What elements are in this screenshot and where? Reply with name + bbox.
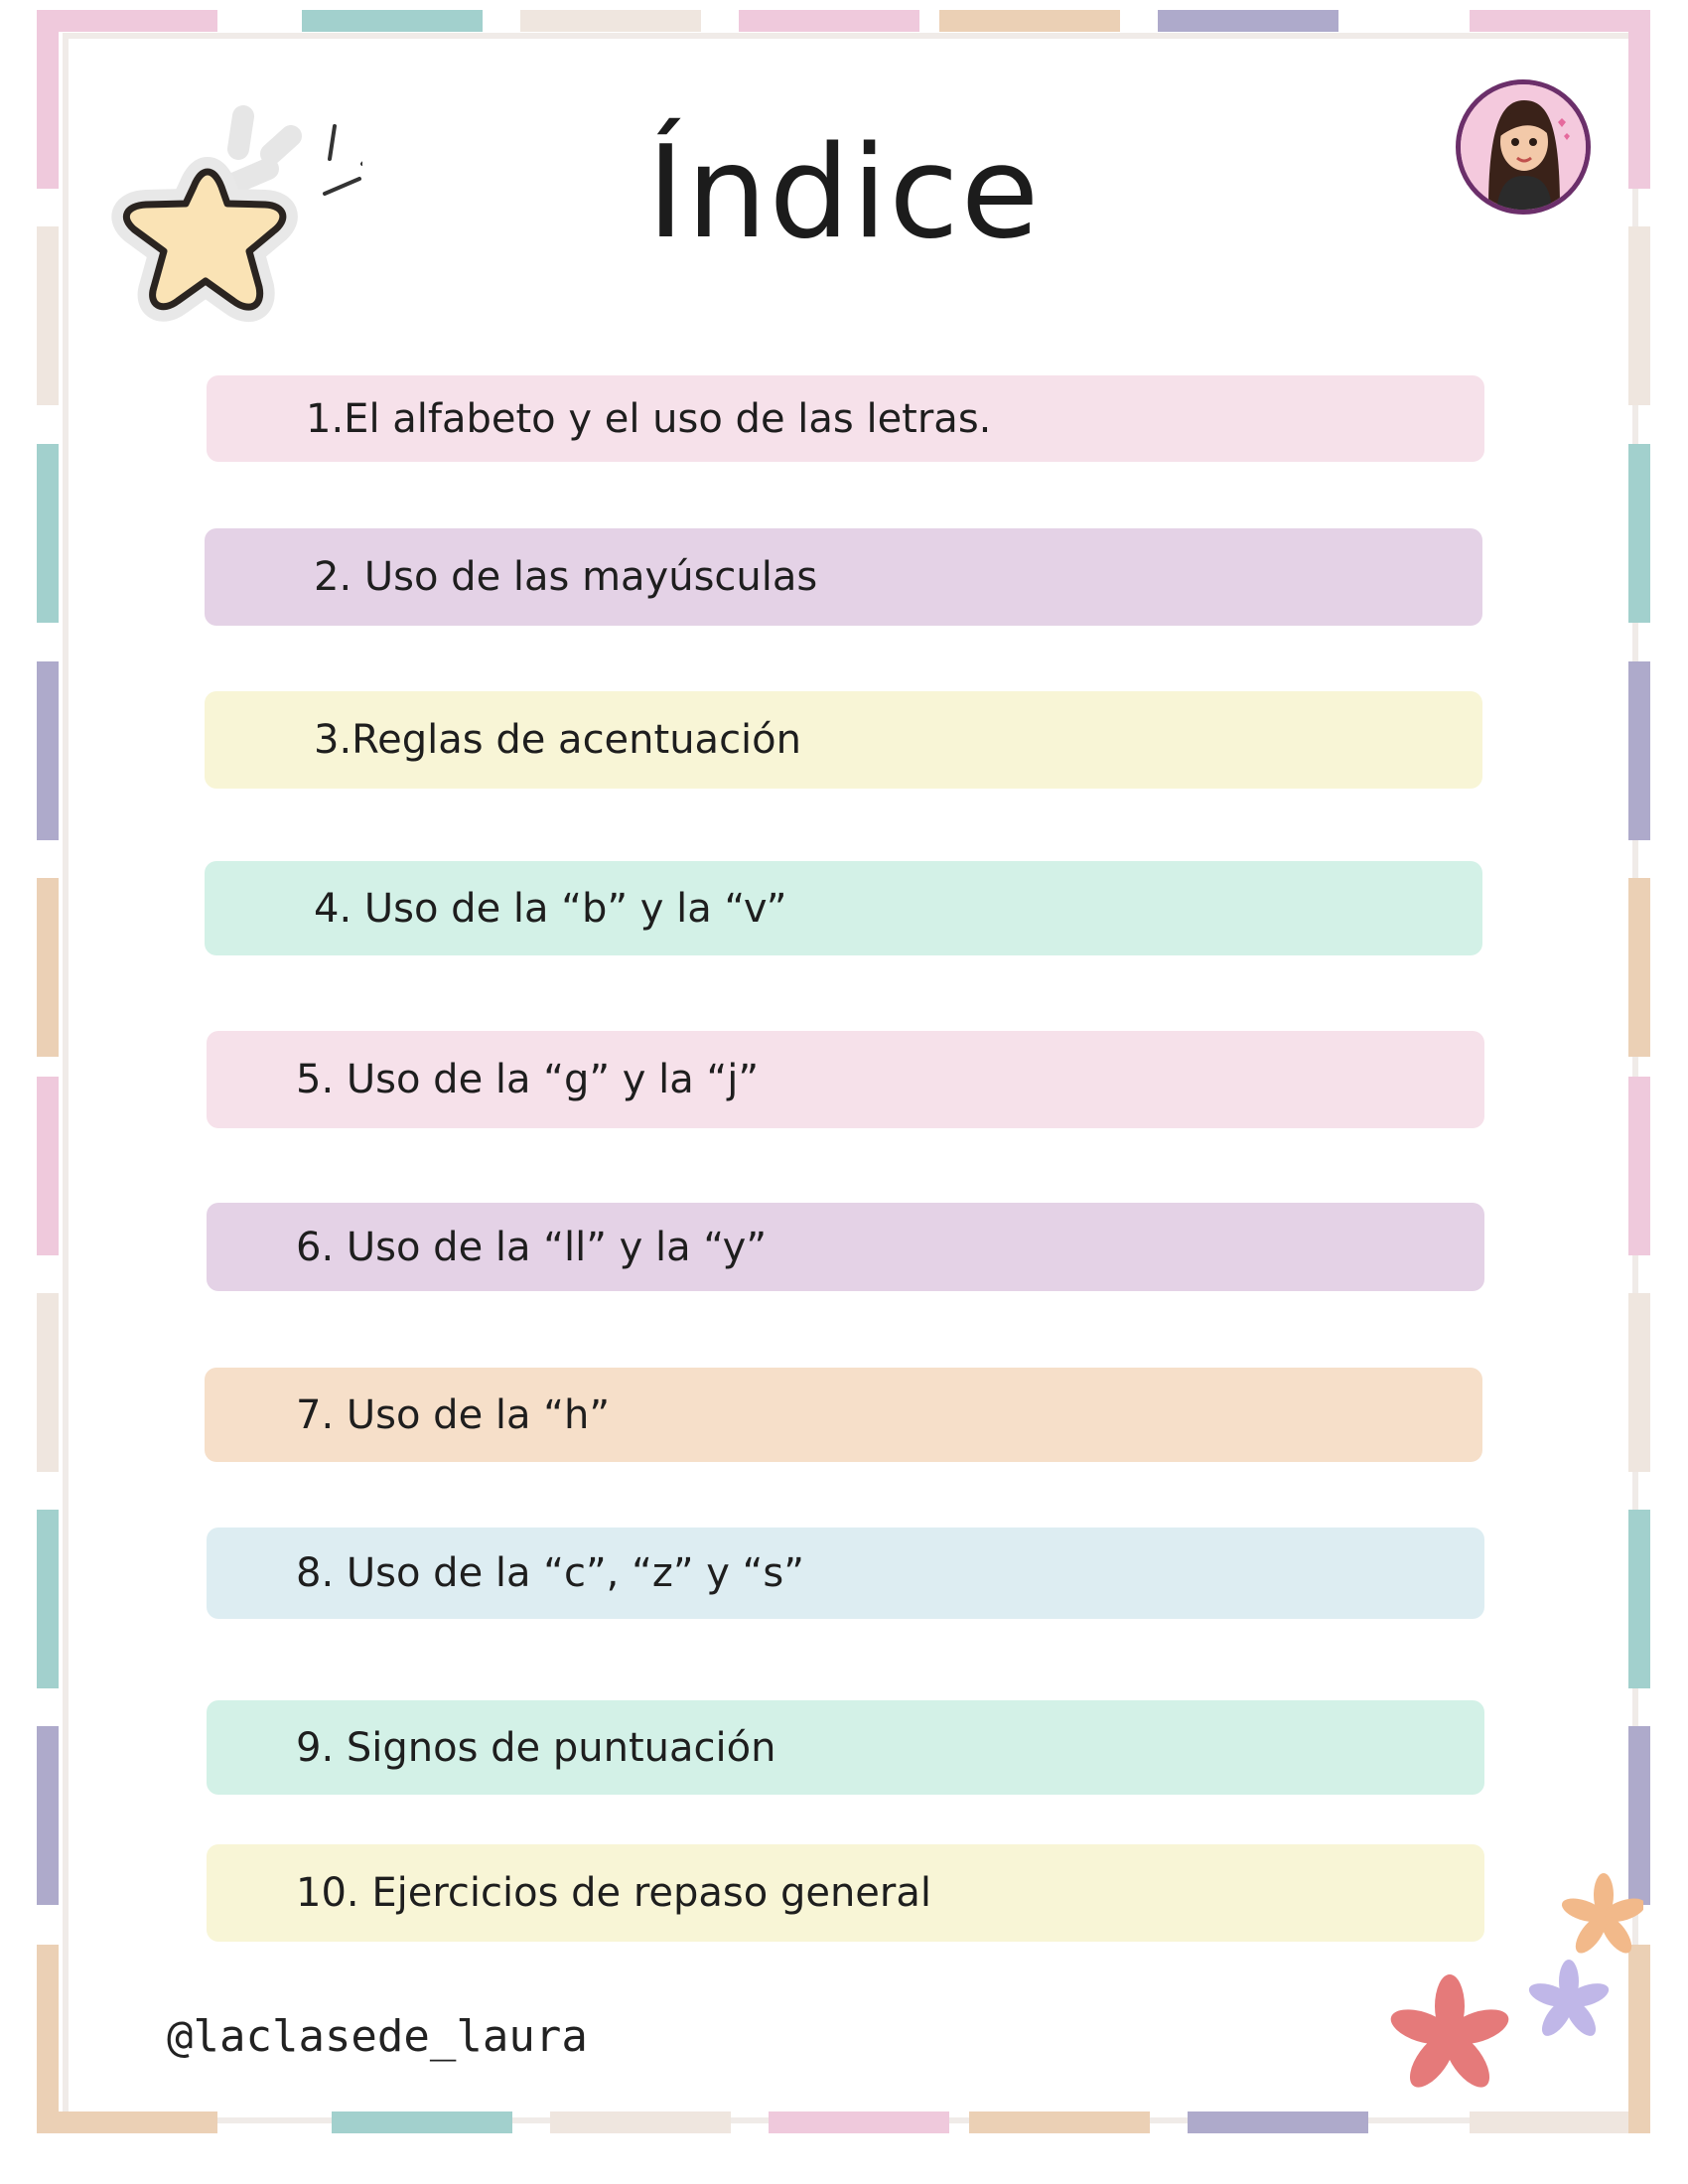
frame-dash: [1628, 444, 1650, 623]
frame-dash: [1470, 10, 1650, 32]
index-item-label: 9. Signos de puntuación: [296, 1724, 776, 1771]
index-item[interactable]: [207, 375, 1484, 462]
frame-dash: [332, 2111, 512, 2133]
frame-dash: [37, 1077, 59, 1255]
index-item-label: 1.El alfabeto y el uso de las letras.: [306, 395, 992, 442]
frame-dash: [969, 2111, 1150, 2133]
frame-dash: [37, 444, 59, 623]
index-item[interactable]: [205, 528, 1482, 626]
frame-dash: [1628, 1510, 1650, 1688]
frame-dash: [769, 2111, 949, 2133]
index-item[interactable]: [207, 1844, 1484, 1942]
frame-dash: [520, 10, 701, 32]
frame-dash: [37, 878, 59, 1057]
index-item[interactable]: [207, 1528, 1484, 1619]
flower-icon: [1385, 1867, 1643, 2125]
frame-dash: [1158, 10, 1338, 32]
frame-dash: [37, 10, 217, 32]
index-item-label: 2. Uso de las mayúsculas: [314, 554, 818, 600]
frame-dash: [37, 2111, 217, 2133]
index-item-label: 4. Uso de la “b” y la “v”: [314, 885, 787, 932]
frame-dash: [550, 2111, 731, 2133]
frame-dash: [939, 10, 1120, 32]
index-item[interactable]: [205, 861, 1482, 955]
frame-dash: [37, 1293, 59, 1472]
index-item-label: 8. Uso de la “c”, “z” y “s”: [296, 1550, 804, 1596]
frame-dash: [1628, 878, 1650, 1057]
frame-dash: [1628, 1077, 1650, 1255]
frame-dash: [1188, 2111, 1368, 2133]
author-handle: @laclasede_laura: [167, 2011, 588, 2062]
index-item-label: 6. Uso de la “ll” y la “y”: [296, 1224, 768, 1270]
frame-dash: [739, 10, 919, 32]
index-item[interactable]: [207, 1700, 1484, 1795]
frame-dash: [37, 1510, 59, 1688]
frame-dash: [302, 10, 483, 32]
index-item-label: 10. Ejercicios de repaso general: [296, 1870, 931, 1916]
index-item[interactable]: [205, 1368, 1482, 1462]
frame-dash: [37, 1945, 59, 2133]
frame-dash: [1628, 1293, 1650, 1472]
index-item-label: 7. Uso de la “h”: [296, 1391, 611, 1438]
frame-dash: [37, 661, 59, 840]
index-item[interactable]: [207, 1203, 1484, 1291]
frame-dash: [37, 1726, 59, 1905]
index-item[interactable]: [205, 691, 1482, 789]
frame-dash: [1628, 661, 1650, 840]
page-title: Índice: [646, 119, 1042, 267]
index-item-label: 5. Uso de la “g” y la “j”: [296, 1057, 760, 1102]
index-item[interactable]: [207, 1031, 1484, 1128]
index-item-label: 3.Reglas de acentuación: [314, 717, 801, 763]
